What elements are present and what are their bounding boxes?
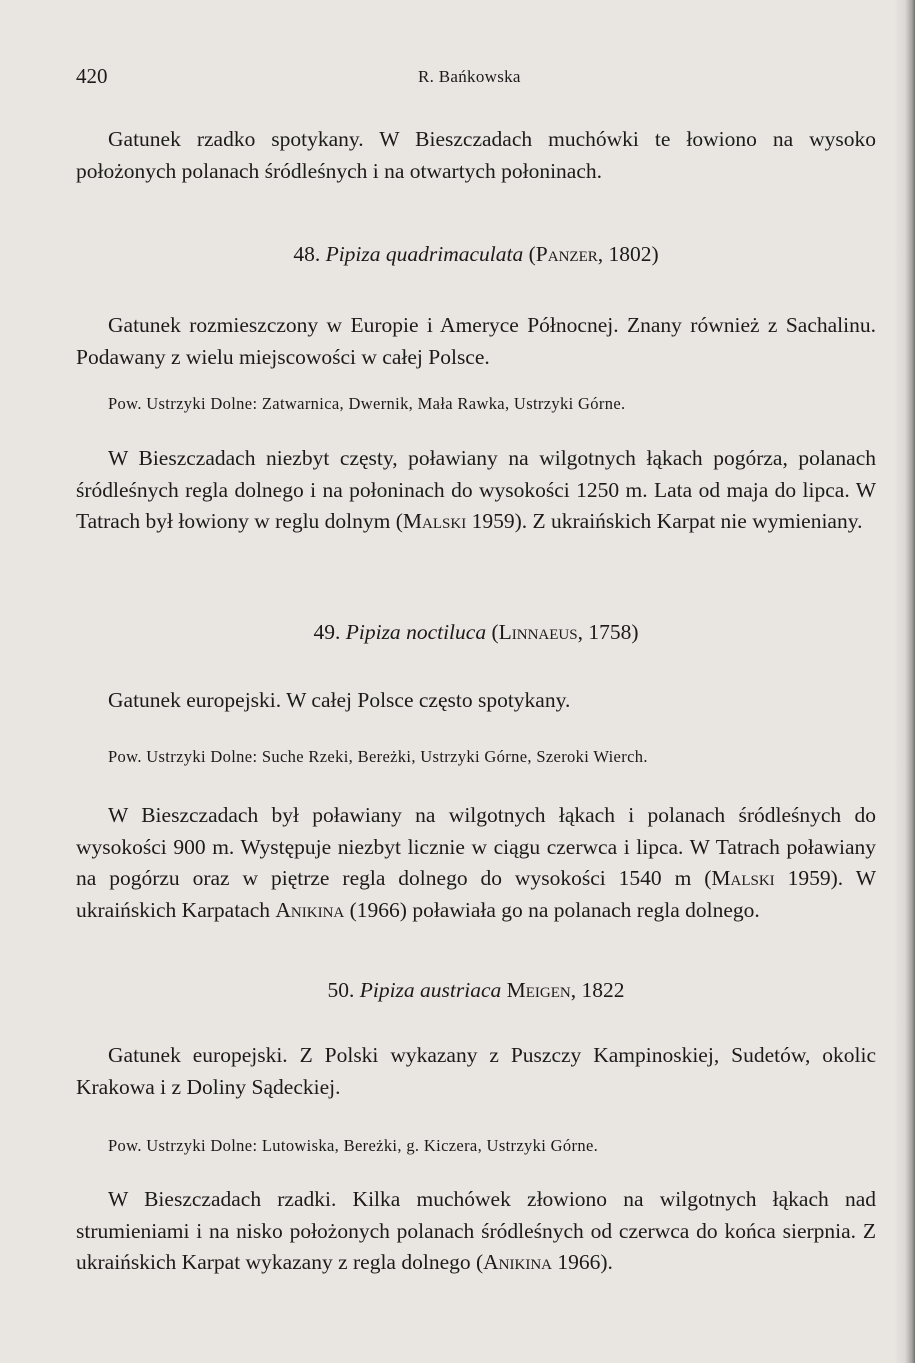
species-epithet: quadrimaculata: [385, 242, 524, 266]
distribution-paragraph: Gatunek rozmieszczony w Europie i Ameryce Północnej. Znany również z Sachalinu. Podawany z wielu miejscowości w całej Polsce.: [76, 313, 876, 369]
citation-author: Anikina: [483, 1250, 553, 1274]
species-genus: Pipiza: [325, 242, 381, 266]
locality-list: Pow. Ustrzyki Dolne: Lutowiska, Bereżki, g. Kiczera, Ustrzyki Górne.: [108, 1136, 599, 1155]
species-number: 48.: [293, 242, 321, 266]
running-head: R. Bańkowska: [418, 67, 521, 86]
ecology-paragraph: [76, 800, 876, 926]
species-heading-48: [76, 242, 876, 267]
ecology-paragraph: [76, 1184, 876, 1279]
locality-list: Pow. Ustrzyki Dolne: Suche Rzeki, Bereżki, Ustrzyki Górne, Szeroki Wierch.: [108, 747, 648, 766]
species-year: , 1758): [577, 620, 639, 644]
species-genus: Pipiza: [359, 978, 415, 1002]
page-header: [76, 64, 876, 94]
species-open-paren: (: [491, 620, 499, 644]
citation-author: Malski: [402, 509, 467, 533]
species-year: , 1802): [597, 242, 659, 266]
ecology-text: 1959). Z ukraińskich Karpat nie wymieniany.: [466, 509, 863, 533]
ecology-text: W Bieszczadach rzadki. Kilka muchówek złowiono na wilgotnych łąkach nad strumieniami i na nisko położonych polanach śródleśnych od czerwca do końca sierpnia. Z ukraińskich Karpat wykazany z regla dolnego (: [76, 1187, 876, 1274]
citation-author: Malski: [711, 866, 775, 890]
species-number: 49.: [313, 620, 341, 644]
page-edge-shadow: [893, 0, 915, 1363]
distribution-paragraph: Gatunek europejski. Z Polski wykazany z Puszczy Kampinoskiej, Sudetów, okolic Krakowa i z Doliny Sądeckiej.: [76, 1043, 876, 1099]
ecology-text: (1966) poławiała go na polanach regla dolnego.: [344, 897, 760, 922]
species-author: Linnaeus: [498, 620, 578, 644]
species-year: , 1822: [570, 978, 625, 1002]
page-number: 420: [76, 64, 108, 88]
species-heading-49: [76, 620, 876, 645]
citation-author: Anikina: [275, 897, 345, 922]
ecology-text: 1959). W ukraińskich Karpatach: [76, 866, 876, 922]
species-heading-50: [76, 978, 876, 1003]
species-author: Panzer: [535, 242, 598, 266]
species-epithet: noctiluca: [406, 620, 487, 644]
locality-list: Pow. Ustrzyki Dolne: Zatwarnica, Dwernik, Mała Rawka, Ustrzyki Górne.: [108, 394, 626, 413]
intro-paragraph: Gatunek rzadko spotykany. W Bieszczadach muchówki te łowiono na wysoko położonych polanach śródleśnych i na otwartych połoninach.: [76, 127, 876, 183]
species-genus: Pipiza: [345, 620, 401, 644]
species-author: Meigen: [506, 978, 571, 1002]
distribution-paragraph: Gatunek europejski. W całej Polsce często spotykany.: [108, 688, 571, 712]
species-number: 50.: [327, 978, 355, 1002]
ecology-text: W Bieszczadach niezbyt częsty, poławiany na wilgotnych łąkach pogórza, polanach śródleśnych regla dolnego i na połoninach do wysokości 1250 m. Lata od maja do lipca. W Tatrach był łowiony w reglu dolnym (: [76, 446, 876, 533]
ecology-text: 1966).: [552, 1250, 613, 1274]
ecology-paragraph: [76, 443, 876, 538]
species-epithet: austriaca: [420, 978, 502, 1002]
species-open-paren: (: [528, 242, 536, 266]
ecology-text: W Bieszczadach był poławiany na wilgotnych łąkach i polanach śródleśnych do wysokości 900 m. Występuje niezbyt licznie w ciągu czerwca i lipca. W Tatrach poławiany na pogórzu oraz w piętrze regla dolnego do wysokości 1540 m (: [76, 803, 876, 890]
